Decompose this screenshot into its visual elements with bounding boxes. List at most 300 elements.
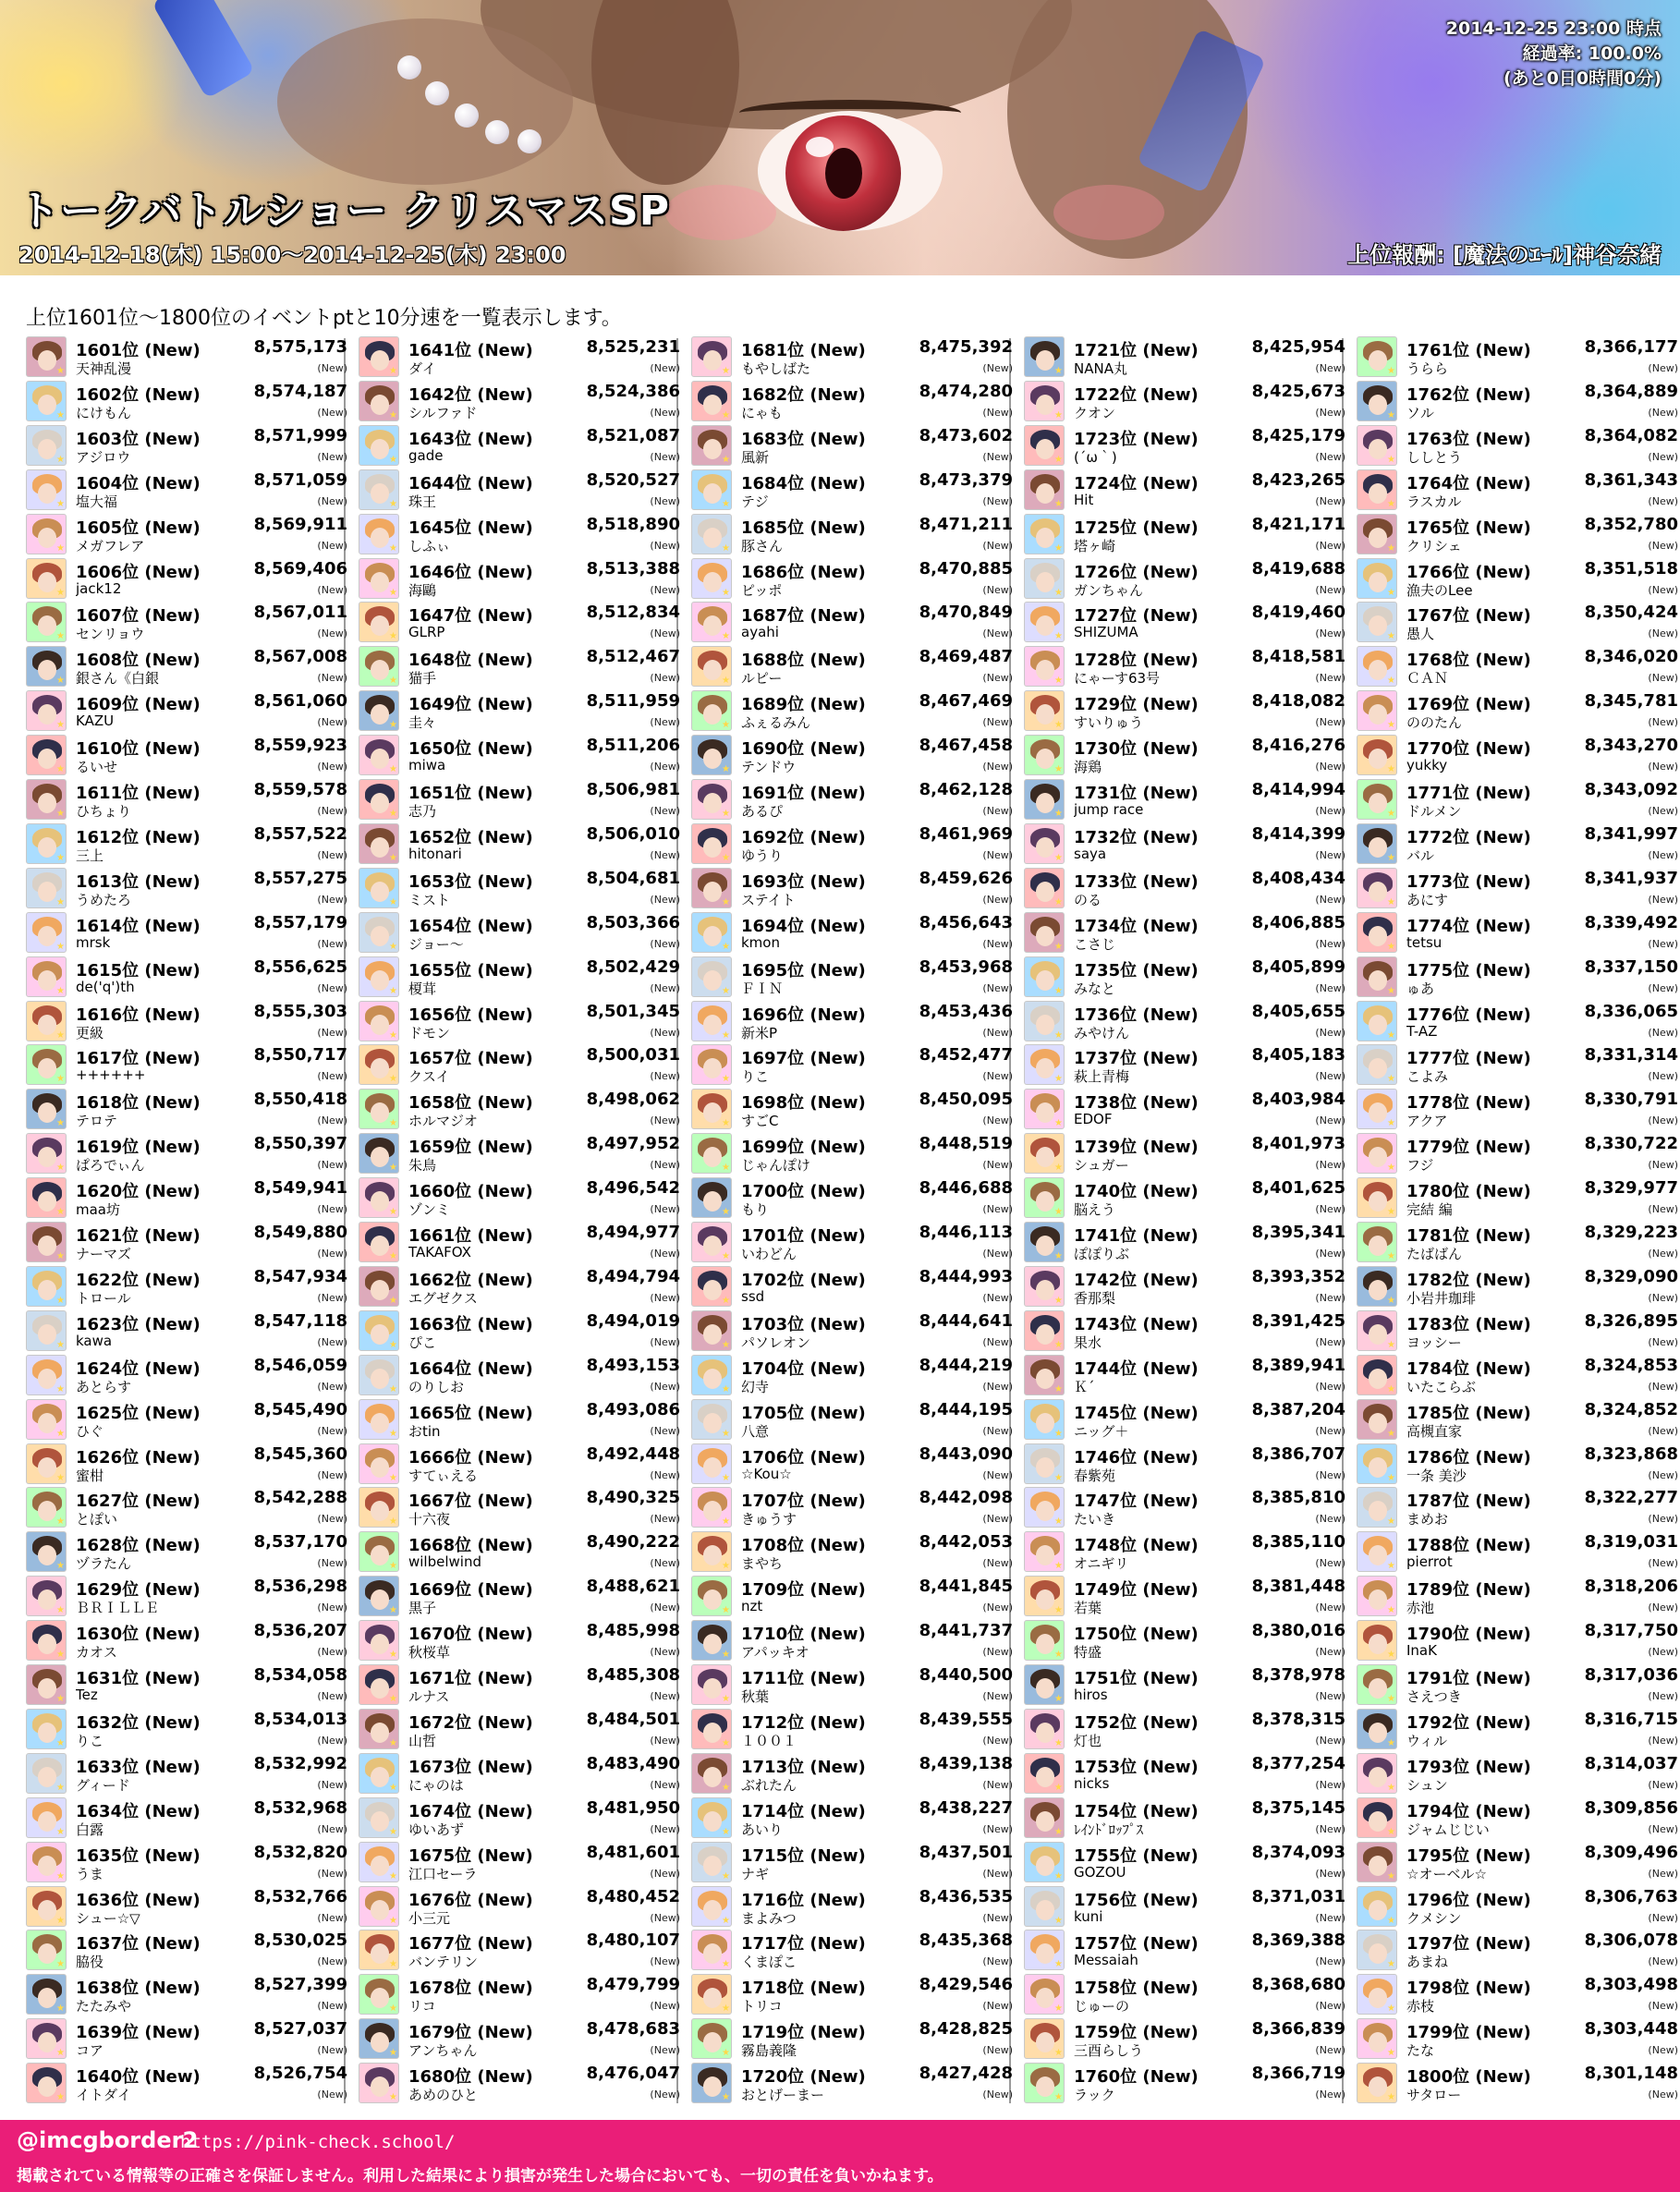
ranking-entry[interactable] [26,468,355,512]
idol-card-avatar [359,1753,399,1794]
ranking-entry[interactable] [1357,1751,1680,1796]
ranking-entry[interactable] [1024,423,1353,468]
ranking-entry[interactable] [1024,1309,1353,1353]
speed-label: (New) [650,1203,680,1216]
ranking-entry[interactable] [691,733,1020,777]
rank-label: 1765位 (New) [1406,518,1531,538]
ranking-entry[interactable] [691,1884,1020,1929]
rank-label: 1618位 (New) [76,1093,201,1114]
player-name: うらら [1406,360,1449,377]
ranking-entry[interactable] [1024,1264,1353,1309]
event-points: 8,414,399 [1251,823,1345,844]
ranking-entry[interactable] [1357,335,1680,379]
ranking-entry[interactable] [691,644,1020,688]
ranking-entry[interactable] [1357,1485,1680,1529]
ranking-entry[interactable] [691,1840,1020,1884]
ranking-entry[interactable] [359,1042,688,1087]
ranking-entry[interactable] [1357,2016,1680,2061]
ranking-entry[interactable] [1024,600,1353,644]
ranking-entry[interactable] [691,1264,1020,1309]
ranking-entry[interactable] [1357,600,1680,644]
event-points: 8,534,013 [253,1709,347,1729]
idol-card-avatar [359,2063,399,2103]
event-points: 8,492,448 [586,1443,680,1464]
ranking-entry[interactable] [359,379,688,423]
speed-label: (New) [1315,1734,1345,1747]
player-name: wilbelwind [408,1553,481,1571]
event-points: 8,490,325 [586,1488,680,1508]
ranking-entry[interactable] [691,2061,1020,2105]
ranking-entry[interactable] [26,1884,355,1929]
idol-card-avatar [1357,1664,1397,1705]
ranking-entry[interactable] [26,1397,355,1442]
event-points: 8,459,626 [919,868,1013,888]
ranking-entry[interactable] [1024,1707,1353,1751]
ranking-entry[interactable] [691,423,1020,468]
ranking-entry[interactable] [26,1485,355,1529]
ranking-entry[interactable] [691,1220,1020,1264]
star-icon: ★ [1054,720,1063,731]
ranking-entry[interactable] [26,1928,355,1972]
ranking-entry[interactable] [691,910,1020,955]
star-icon: ★ [1054,941,1063,952]
idol-card-avatar [1024,2018,1065,2059]
ranking-entry[interactable] [359,600,688,644]
ranking-entry[interactable] [359,2061,688,2105]
rank-label: 1788位 (New) [1406,1536,1531,1556]
ranking-entry[interactable] [359,1442,688,1486]
ranking-entry[interactable] [359,1972,688,2016]
ranking-entry[interactable] [1024,1884,1353,1929]
ranking-entry[interactable] [359,1618,688,1662]
speed-label: (New) [650,1955,680,1968]
ranking-entry[interactable] [1357,777,1680,822]
ranking-entry[interactable] [1357,1442,1680,1486]
ranking-entry[interactable] [26,2016,355,2061]
ranking-entry[interactable] [26,1707,355,1751]
ranking-entry[interactable] [359,335,688,379]
ranking-entry[interactable] [359,733,688,777]
event-points: 8,303,448 [1584,2019,1678,2040]
ranking-entry[interactable] [691,1751,1020,1796]
ranking-entry[interactable] [691,1618,1020,1662]
ranking-entry[interactable] [26,1618,355,1662]
ranking-entry[interactable] [1357,1928,1680,1972]
ranking-entry[interactable] [26,1353,355,1397]
ranking-entry[interactable] [359,1840,688,1884]
ranking-entry[interactable] [359,1574,688,1618]
ranking-entry[interactable] [26,1309,355,1353]
ranking-entry[interactable] [1024,379,1353,423]
ranking-entry[interactable] [359,910,688,955]
ranking-entry[interactable] [1357,910,1680,955]
idol-card-avatar [1024,1487,1065,1528]
ranking-entry[interactable] [26,1175,355,1220]
player-name: シュン [1406,1776,1448,1794]
ranking-entry[interactable] [359,866,688,910]
ranking-entry[interactable] [691,1397,1020,1442]
star-icon: ★ [389,1516,397,1528]
star-icon: ★ [722,1163,730,1174]
star-icon: ★ [1387,1561,1395,1572]
ranking-entry[interactable] [26,1574,355,1618]
ranking-entry[interactable] [1357,423,1680,468]
ranking-entry[interactable] [1357,1087,1680,1131]
ranking-entry[interactable] [1024,1618,1353,1662]
ranking-entry[interactable] [359,2016,688,2061]
ranking-entry[interactable] [26,1042,355,1087]
ranking-entry[interactable] [26,1840,355,1884]
ranking-entry[interactable] [26,1442,355,1486]
ranking-entry[interactable] [359,1884,688,1929]
ranking-entry[interactable] [26,866,355,910]
ranking-entry[interactable] [26,1264,355,1309]
star-icon: ★ [56,1694,65,1704]
ranking-entry[interactable] [1024,955,1353,999]
ranking-entry[interactable] [1357,1618,1680,1662]
rank-label: 1619位 (New) [76,1138,201,1158]
idol-card-avatar [359,1177,399,1218]
star-icon: ★ [722,809,730,819]
rank-label: 1656位 (New) [408,1005,533,1025]
ranking-entry[interactable] [1357,1707,1680,1751]
ranking-entry[interactable] [26,1751,355,1796]
ranking-entry[interactable] [1024,777,1353,822]
ranking-entry[interactable] [1357,1131,1680,1175]
ranking-entry[interactable] [691,955,1020,999]
speed-label: (New) [982,893,1013,906]
star-icon: ★ [1054,1694,1063,1704]
rank-label: 1624位 (New) [76,1358,201,1379]
ranking-entry[interactable] [359,1485,688,1529]
ranking-entry[interactable] [359,1264,688,1309]
ranking-entry[interactable] [1024,1220,1353,1264]
ranking-entry[interactable] [26,379,355,423]
star-icon: ★ [56,1428,65,1439]
ranking-entry[interactable] [1357,1353,1680,1397]
ranking-entry[interactable] [359,1175,688,1220]
star-icon: ★ [1054,1782,1063,1793]
ranking-entry[interactable] [359,556,688,601]
ranking-entry[interactable] [1024,1751,1353,1796]
ranking-entry[interactable] [1357,1397,1680,1442]
ranking-entry[interactable] [26,688,355,733]
ranking-entry[interactable] [359,1662,688,1707]
event-points: 8,346,020 [1584,647,1678,667]
event-points: 8,385,110 [1251,1532,1345,1553]
player-name: シュガー [1074,1157,1129,1175]
ranking-entry[interactable] [1024,1485,1353,1529]
star-icon: ★ [1054,1251,1063,1261]
star-icon: ★ [1387,1650,1395,1661]
ranking-entry[interactable] [1357,1574,1680,1618]
ranking-entry[interactable] [26,955,355,999]
ranking-entry[interactable] [1024,1840,1353,1884]
ranking-entry[interactable] [26,512,355,556]
ranking-entry[interactable] [1024,644,1353,688]
idol-card-avatar [1024,823,1065,864]
rank-label: 1759位 (New) [1074,2023,1199,2043]
star-icon: ★ [722,1295,730,1306]
ranking-entry[interactable] [26,335,355,379]
idol-card-avatar [691,1266,732,1307]
ranking-entry[interactable] [691,777,1020,822]
ranking-entry[interactable] [1357,1264,1680,1309]
ranking-entry[interactable] [359,1529,688,1574]
star-icon: ★ [722,409,730,420]
ranking-entry[interactable] [1024,1131,1353,1175]
ranking-entry[interactable] [1024,999,1353,1043]
ranking-entry[interactable] [26,733,355,777]
ranking-entry[interactable] [359,822,688,866]
ranking-entry[interactable] [691,1529,1020,1574]
ranking-entry[interactable] [359,644,688,688]
star-icon: ★ [389,1339,397,1350]
ranking-entry[interactable] [691,866,1020,910]
ranking-entry[interactable] [26,1131,355,1175]
ranking-entry[interactable] [1357,644,1680,688]
ranking-entry[interactable] [26,600,355,644]
ranking-entry[interactable] [1024,822,1353,866]
ranking-entry[interactable] [1024,688,1353,733]
rank-label: 1714位 (New) [741,1801,866,1821]
ranking-entry[interactable] [1024,1574,1353,1618]
ranking-entry[interactable] [359,1220,688,1264]
ranking-entry[interactable] [1357,1529,1680,1574]
ranking-entry[interactable] [1024,1397,1353,1442]
ranking-entry[interactable] [691,1485,1020,1529]
ranking-entry[interactable] [359,1397,688,1442]
idol-card-avatar [359,1266,399,1307]
ranking-entry[interactable] [1024,1442,1353,1486]
rank-label: 1670位 (New) [408,1625,533,1645]
player-name: アジロウ [76,448,131,466]
ranking-entry[interactable] [359,1309,688,1353]
ranking-entry[interactable] [1357,1796,1680,1840]
ranking-entry[interactable] [1024,2061,1353,2105]
ranking-entry[interactable] [1357,999,1680,1043]
rank-label: 1798位 (New) [1406,1979,1531,1999]
star-icon: ★ [722,2003,730,2015]
event-points: 8,316,715 [1584,1709,1678,1729]
player-name: ニッグ＋ [1074,1422,1129,1440]
event-points: 8,406,885 [1251,912,1345,932]
ranking-entry[interactable] [1357,379,1680,423]
ranking-entry[interactable] [359,1707,688,1751]
speed-label: (New) [1315,2088,1345,2101]
ranking-entry[interactable] [1024,910,1353,955]
idol-card-avatar [691,1709,732,1749]
ranking-entry[interactable] [691,379,1020,423]
ranking-entry[interactable] [691,1042,1020,1087]
rank-label: 1677位 (New) [408,1934,533,1955]
ranking-entry[interactable] [691,1574,1020,1618]
ranking-entry[interactable] [1024,733,1353,777]
ranking-entry[interactable] [26,2061,355,2105]
ranking-entry[interactable] [26,777,355,822]
footer-url[interactable]: https://pink-check.school/ [180,2132,456,2152]
ranking-entry[interactable] [1024,1042,1353,1087]
idol-card-avatar [1357,1487,1397,1528]
ranking-entry[interactable] [691,600,1020,644]
speed-label: (New) [317,2088,347,2101]
ranking-entry[interactable] [691,1087,1020,1131]
idol-card-avatar [26,956,67,997]
ranking-entry[interactable] [1024,1662,1353,1707]
player-name: tetsu [1406,933,1443,951]
ranking-entry[interactable] [1357,822,1680,866]
ranking-entry[interactable] [1024,866,1353,910]
ranking-entry[interactable] [691,1972,1020,2016]
speed-label: (New) [1648,1822,1678,1835]
ranking-entry[interactable] [359,1353,688,1397]
idol-card-avatar [26,2063,67,2103]
ranking-entry[interactable] [1024,1972,1353,2016]
ranking-entry[interactable] [1357,512,1680,556]
ranking-entry[interactable] [26,1972,355,2016]
event-points: 8,550,717 [253,1045,347,1066]
speed-label: (New) [650,981,680,994]
player-name: こさじ [1074,935,1116,953]
ranking-entry[interactable] [1024,1796,1353,1840]
ranking-entry[interactable] [1357,2061,1680,2105]
ranking-entry[interactable] [1024,556,1353,601]
ranking-entry[interactable] [26,1220,355,1264]
ranking-entry[interactable] [691,512,1020,556]
ranking-entry[interactable] [691,335,1020,379]
ranking-entry[interactable] [1357,468,1680,512]
star-icon: ★ [1387,1516,1395,1528]
ranking-entry[interactable] [359,1087,688,1131]
ranking-entry[interactable] [1024,1087,1353,1131]
ranking-entry[interactable] [1357,1884,1680,1929]
event-points: 8,414,994 [1251,780,1345,799]
star-icon: ★ [722,1650,730,1661]
rank-label: 1767位 (New) [1406,606,1531,627]
ranking-entry[interactable] [691,999,1020,1043]
idol-card-avatar [1357,1443,1397,1484]
footer-handle[interactable]: @imcgborder2 [17,2127,199,2153]
ranking-entry[interactable] [1357,1972,1680,2016]
ranking-entry[interactable] [1357,866,1680,910]
ranking-entry[interactable] [691,1131,1020,1175]
event-points: 8,484,501 [586,1709,680,1729]
rank-label: 1779位 (New) [1406,1138,1531,1158]
ranking-entry[interactable] [1357,955,1680,999]
ranking-entry[interactable] [1024,1353,1353,1397]
ranking-entry[interactable] [1357,1042,1680,1087]
ranking-entry[interactable] [359,1796,688,1840]
event-points: 8,403,984 [1251,1090,1345,1110]
ranking-entry[interactable] [1357,1175,1680,1220]
ranking-entry[interactable] [26,910,355,955]
ranking-entry[interactable] [359,512,688,556]
ranking-entry[interactable] [359,468,688,512]
ranking-entry[interactable] [1357,1662,1680,1707]
star-icon: ★ [56,1207,65,1218]
rank-label: 1754位 (New) [1074,1801,1199,1821]
ranking-entry[interactable] [26,1529,355,1574]
rank-label: 1757位 (New) [1074,1934,1199,1955]
ranking-entry[interactable] [359,999,688,1043]
ranking-entry[interactable] [691,1928,1020,1972]
star-icon: ★ [389,941,397,952]
speed-label: (New) [317,1557,347,1570]
ranking-entry[interactable] [1024,512,1353,556]
ranking-entry[interactable] [359,777,688,822]
event-points: 8,343,270 [1584,736,1678,756]
ranking-entry[interactable] [26,1087,355,1131]
player-name: にけもん [76,404,132,421]
ranking-entry[interactable] [691,1353,1020,1397]
ranking-entry[interactable] [359,688,688,733]
ranking-entry[interactable] [691,688,1020,733]
player-name: みなと [1074,980,1116,997]
ranking-entry[interactable] [26,822,355,866]
rank-label: 1768位 (New) [1406,651,1531,671]
ranking-entry[interactable] [26,556,355,601]
ranking-entry[interactable] [691,1309,1020,1353]
ranking-entry[interactable] [691,2016,1020,2061]
ranking-entry[interactable] [1357,556,1680,601]
ranking-entry[interactable] [1357,688,1680,733]
ranking-entry[interactable] [359,1928,688,1972]
rank-label: 1752位 (New) [1074,1712,1199,1733]
ranking-entry[interactable] [691,1707,1020,1751]
player-name: しふぃ [408,537,451,554]
ranking-entry[interactable] [26,644,355,688]
rank-label: 1800位 (New) [1406,2067,1531,2088]
ranking-entry[interactable] [1024,1529,1353,1574]
ranking-entry[interactable] [1024,468,1353,512]
star-icon: ★ [56,1650,65,1661]
ranking-column [1024,335,1353,2109]
ranking-entry[interactable] [26,1796,355,1840]
ranking-entry[interactable] [691,822,1020,866]
ranking-entry[interactable] [691,1442,1020,1486]
rank-label: 1769位 (New) [1406,695,1531,715]
player-name: GOZOU [1074,1863,1126,1881]
rank-label: 1748位 (New) [1074,1536,1199,1556]
ranking-entry[interactable] [1357,1220,1680,1264]
ranking-entry[interactable] [691,1175,1020,1220]
ranking-entry[interactable] [26,1662,355,1707]
speed-label: (New) [1648,1468,1678,1481]
star-icon: ★ [1387,1694,1395,1704]
ranking-entry[interactable] [26,999,355,1043]
ranking-entry[interactable] [26,423,355,468]
star-icon: ★ [1054,1118,1063,1129]
star-icon: ★ [56,587,65,598]
ranking-entry[interactable] [359,1131,688,1175]
star-icon: ★ [56,2092,65,2103]
ranking-entry[interactable] [359,1751,688,1796]
ranking-entry[interactable] [1357,1840,1680,1884]
ranking-entry[interactable] [1357,1309,1680,1353]
ranking-entry[interactable] [1024,2016,1353,2061]
ranking-entry[interactable] [691,1662,1020,1707]
ranking-entry[interactable] [359,423,688,468]
ranking-entry[interactable] [1357,733,1680,777]
speed-label: (New) [650,583,680,596]
ranking-entry[interactable] [691,1796,1020,1840]
ranking-entry[interactable] [1024,1928,1353,1972]
ranking-entry[interactable] [691,556,1020,601]
ranking-entry[interactable] [1024,1175,1353,1220]
ranking-entry[interactable] [1024,335,1353,379]
ranking-entry[interactable] [691,468,1020,512]
ranking-entry[interactable] [359,955,688,999]
